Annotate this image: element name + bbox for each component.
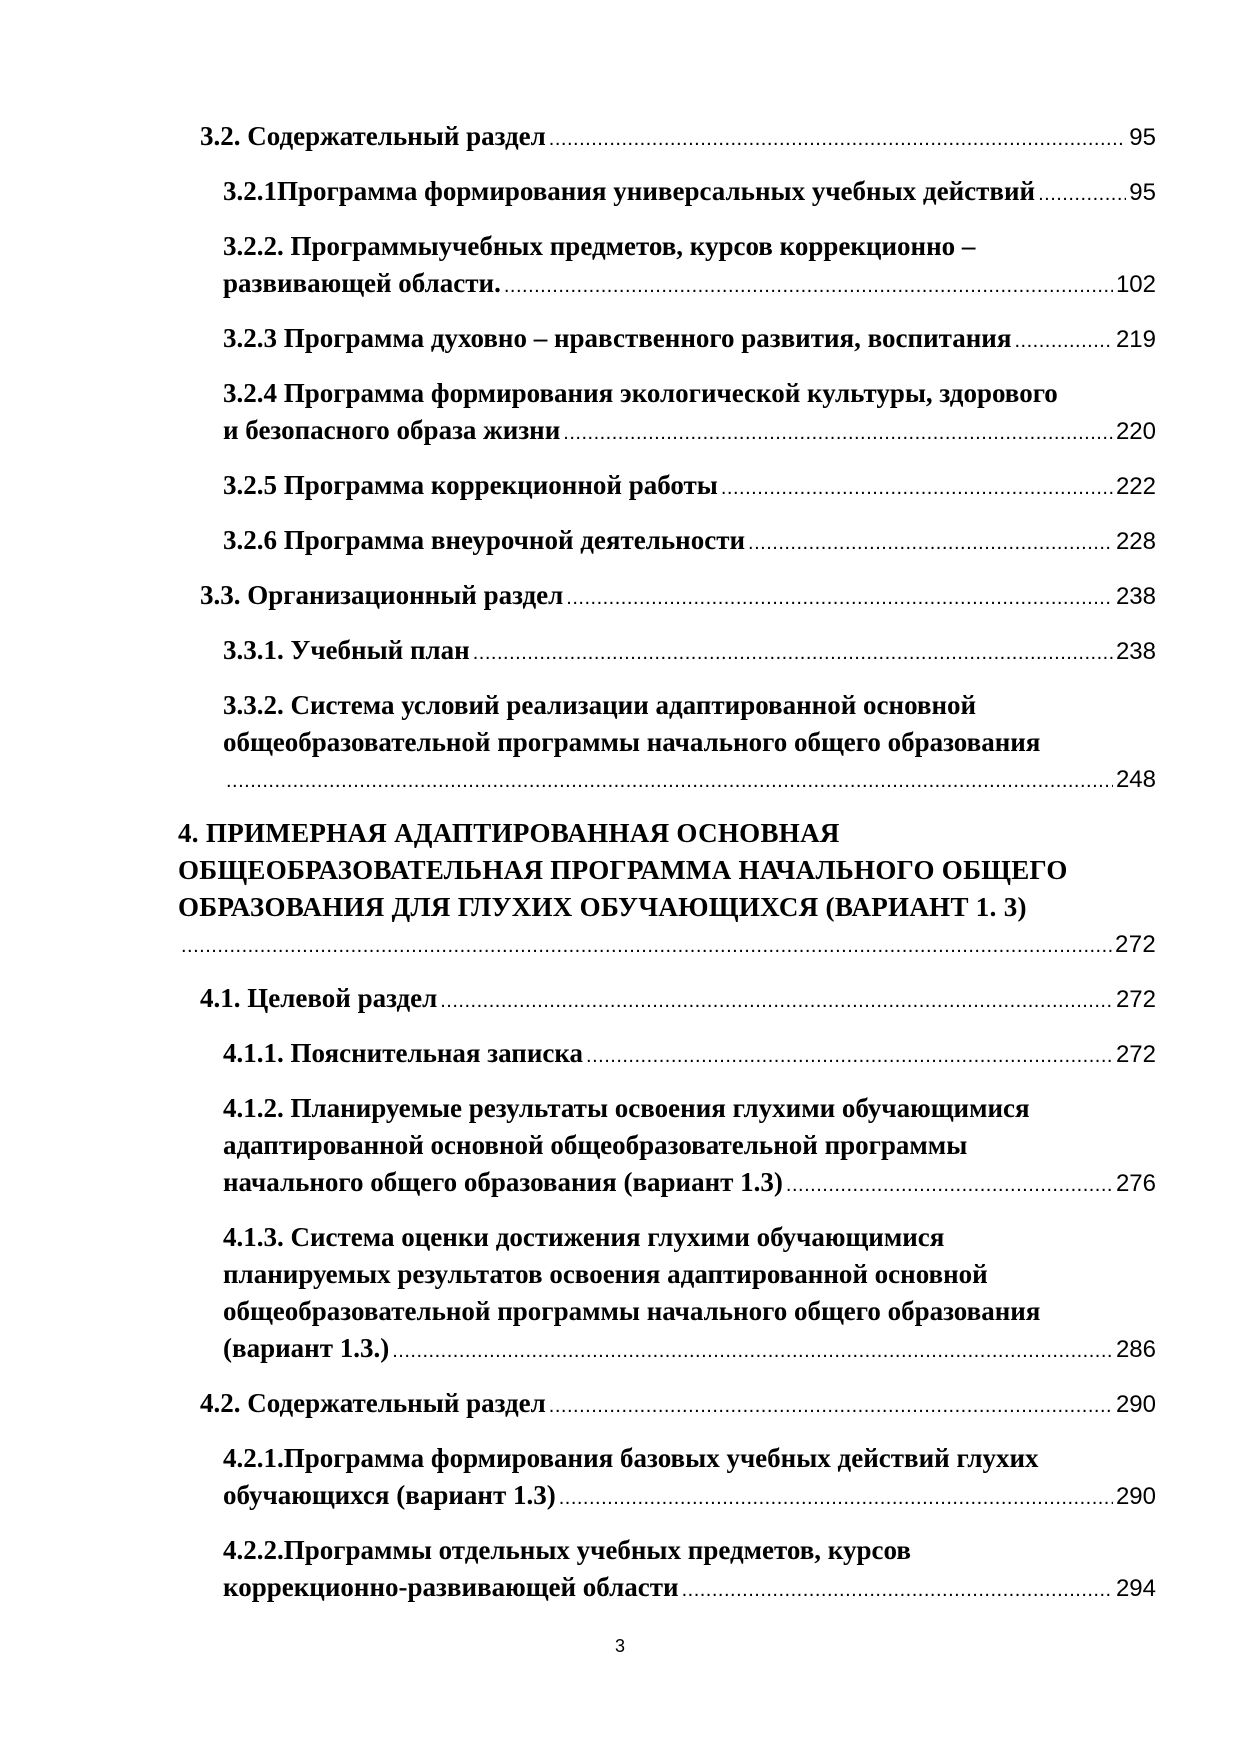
toc-entry-title: 4.1. Целевой раздел — [200, 983, 438, 1013]
toc-entry-title-line: 3.3.2. Система условий реализации адаптированной основной — [223, 690, 977, 720]
toc-entry[interactable] — [223, 522, 1156, 562]
toc-page-number: 222 — [1115, 473, 1156, 500]
toc-entry-leader-line — [223, 1330, 1156, 1370]
toc-entry-title-line: 4.1.2. Планируемые результаты освоения глухими обучающимися — [223, 1093, 1030, 1123]
toc-entry-title: 3.2.3 Программа духовно – нравственного развития, воспитания — [223, 323, 1012, 353]
section-4-title-line: 4. ПРИМЕРНАЯ АДАПТИРОВАННАЯ ОСНОВНАЯ — [178, 818, 840, 848]
toc-entry-title: коррекционно-развивающей области — [223, 1572, 679, 1602]
toc-entry-title: 3.2.1Программа формирования универсальных учебных действий — [223, 176, 1036, 206]
toc-entry-leader-line — [200, 980, 1156, 1020]
toc-entry-title-line: адаптированной основной общеобразовательной программы — [223, 1130, 968, 1160]
toc-entry-leader-line — [223, 761, 1156, 800]
toc-page-number: 272 — [1115, 986, 1156, 1013]
toc-entry[interactable] — [223, 1090, 1156, 1204]
toc-page-number: 294 — [1115, 1575, 1156, 1602]
dot-leader — [549, 121, 1127, 158]
toc-page-number: 248 — [1115, 766, 1156, 793]
dot-leader — [504, 268, 1113, 305]
toc-page-number: 220 — [1115, 418, 1156, 445]
toc-entry-leader-line — [223, 173, 1156, 213]
toc-entry-leader-line — [223, 412, 1156, 452]
toc-entry[interactable] — [223, 1532, 1156, 1609]
dot-leader — [473, 635, 1113, 672]
toc-entry-title: 3.3.1. Учебный план — [223, 635, 470, 665]
dot-leader — [549, 1388, 1113, 1425]
toc-page-number: 290 — [1115, 1391, 1156, 1418]
toc-entry-title-line: 4.2.2.Программы отдельных учебных предметов, курсов — [223, 1535, 911, 1565]
toc-entry-title-line: общеобразовательной программы начального общего образования — [223, 727, 1041, 757]
toc-entry-title-line: 4.2.1.Программа формирования базовых учебных действий глухих — [223, 1443, 1039, 1473]
dot-leader — [1038, 176, 1126, 213]
toc-page-number: 238 — [1115, 638, 1156, 665]
dot-leader — [563, 415, 1113, 452]
toc-entry-leader-line — [223, 320, 1156, 360]
toc-entry[interactable] — [223, 632, 1156, 672]
toc-page-number: 286 — [1115, 1336, 1156, 1363]
section-4-heading[interactable] — [178, 815, 1156, 965]
toc-page-number: 95 — [1129, 179, 1156, 206]
toc-entry[interactable] — [223, 173, 1156, 213]
toc-entry-title-line: планируемых результатов освоения адаптированной основной — [223, 1259, 988, 1289]
toc-entry-title: 4.1.1. Пояснительная записка — [223, 1038, 584, 1068]
dot-leader — [748, 525, 1113, 562]
section-4-title-line: ОБРАЗОВАНИЯ ДЛЯ ГЛУХИХ ОБУЧАЮЩИХСЯ (ВАРИАНТ 1. 3) — [178, 892, 1027, 922]
dot-leader — [1014, 323, 1112, 360]
toc-page-number: 102 — [1115, 271, 1156, 298]
toc-part-3 — [178, 118, 1156, 800]
dot-leader — [786, 1167, 1113, 1204]
toc-entry[interactable] — [223, 320, 1156, 360]
toc-entry-title: и безопасного образа жизни — [223, 415, 561, 445]
toc-page-number: 219 — [1115, 326, 1156, 353]
dot-leader — [559, 1480, 1113, 1517]
toc-part-4 — [178, 980, 1156, 1609]
toc-page-number: 95 — [1129, 124, 1156, 151]
toc-entry-title: 3.2.6 Программа внеурочной деятельности — [223, 525, 746, 555]
dot-leader — [226, 763, 1113, 800]
toc-page-number: 290 — [1115, 1483, 1156, 1510]
toc-page-number: 228 — [1115, 528, 1156, 555]
toc-entry-leader-line — [223, 1569, 1156, 1609]
toc-entry-leader-line — [223, 1477, 1156, 1517]
toc-entry-title-line: 3.2.2. Программыучебных предметов, курсов коррекционно – — [223, 231, 976, 261]
dot-leader — [682, 1572, 1113, 1609]
toc-entry-leader-line — [223, 522, 1156, 562]
toc-entry[interactable] — [200, 980, 1156, 1020]
toc-page-number: 272 — [1115, 931, 1156, 958]
dot-leader — [721, 470, 1113, 507]
section-4-title-line: ОБЩЕОБРАЗОВАТЕЛЬНАЯ ПРОГРАММА НАЧАЛЬНОГО ОБЩЕГО — [178, 855, 1068, 885]
toc-entry-leader-line — [223, 265, 1156, 305]
toc-page-number: 276 — [1115, 1170, 1156, 1197]
dot-leader — [566, 580, 1113, 617]
toc-entry-title: 3.2.5 Программа коррекционной работы — [223, 470, 718, 500]
toc-entry-title-line: 4.1.3. Система оценки достижения глухими обучающимися — [223, 1222, 945, 1252]
dot-leader — [586, 1038, 1113, 1075]
toc-entry[interactable] — [223, 1440, 1156, 1517]
toc-entry-title-line: общеобразовательной программы начального общего образования — [223, 1296, 1041, 1326]
toc-entry[interactable] — [223, 1035, 1156, 1075]
toc-entry-leader-line — [223, 467, 1156, 507]
toc-entry-leader-line — [223, 1035, 1156, 1075]
toc-entry-leader-line — [223, 632, 1156, 672]
toc-entry-leader-line — [223, 1164, 1156, 1204]
toc-entry-title: развивающей области. — [223, 268, 501, 298]
toc-entry[interactable] — [223, 1219, 1156, 1370]
toc-page-number: 238 — [1115, 583, 1156, 610]
toc-entry-leader-line — [200, 577, 1156, 617]
section-4-leader-line — [178, 926, 1156, 965]
toc-entry[interactable] — [223, 467, 1156, 507]
toc-entry-leader-line — [200, 118, 1156, 158]
table-of-contents — [178, 118, 1156, 1624]
toc-entry[interactable] — [223, 375, 1156, 452]
toc-entry[interactable] — [200, 1385, 1156, 1425]
dot-leader — [392, 1333, 1113, 1370]
toc-entry-title-line: 3.2.4 Программа формирования экологической культуры, здорового — [223, 378, 1058, 408]
toc-entry-title: 3.2. Содержательный раздел — [200, 121, 546, 151]
toc-entry-title: 3.3. Организационный раздел — [200, 580, 564, 610]
page-number: 3 — [614, 1636, 625, 1656]
toc-entry[interactable] — [223, 228, 1156, 305]
toc-entry[interactable] — [223, 687, 1156, 800]
toc-entry-title: обучающихся (вариант 1.3) — [223, 1480, 556, 1510]
toc-entry-title: 4.2. Содержательный раздел — [200, 1388, 546, 1418]
toc-page-number: 272 — [1115, 1041, 1156, 1068]
toc-entry-title: начального общего образования (вариант 1.3) — [223, 1167, 783, 1197]
toc-entry-title: (вариант 1.3.) — [223, 1333, 390, 1363]
dot-leader — [181, 928, 1112, 965]
dot-leader — [440, 983, 1113, 1020]
toc-entry[interactable] — [200, 577, 1156, 617]
toc-entry[interactable] — [200, 118, 1156, 158]
toc-entry-leader-line — [200, 1385, 1156, 1425]
